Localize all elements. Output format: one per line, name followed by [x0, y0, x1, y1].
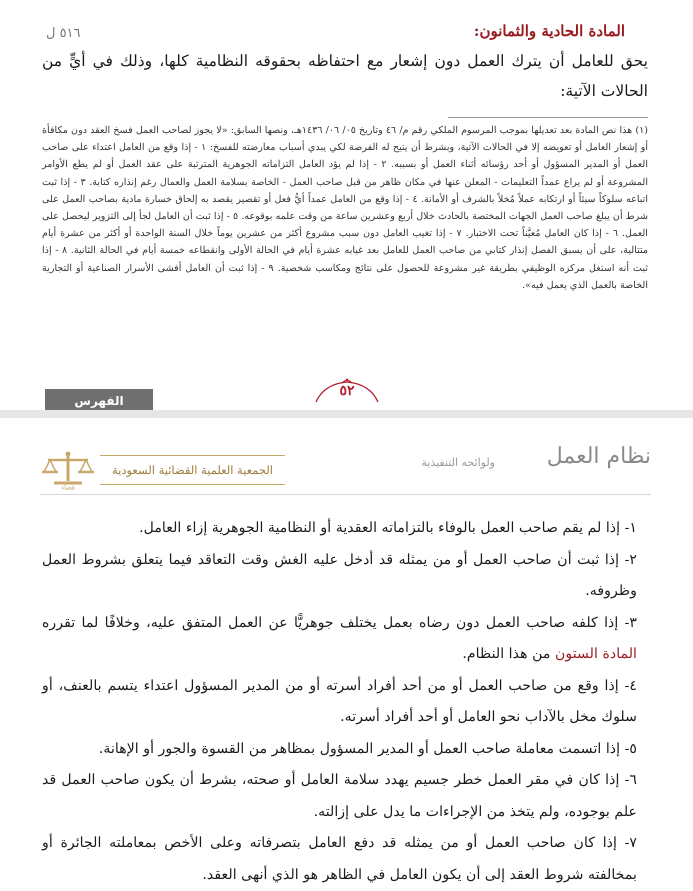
footnote: (١) هذا نص المادة بعد تعديلها بموجب المرسوم الملكي رقم م/ ٤٦ وتاريخ ٠٥/ ٠٦/ ١٤٣٦هـ، ونصها السابق: «لا يجوز لصاحب العمل فسخ العقد دون مكافأة أو إشعار العامل أو تعويضه إلا في الحالات الآتية، وبشرط أن يتيح له الفرصة لكي يبدي أسباب معارضته للفسخ: ١ - إذا وقع من العامل اعتداء على صاحب العمل أو المدير المسؤول أو أحد رؤسائه أثناء العمل أو بسببه. ٢ - إذا لم يؤد العامل التزاماته الجوهرية المترتبة على عقد العمل أو لم يطع الأوامر المشروعة أو لم يراع عمداً التعليمات - المعلن عنها في مكان ظاهر من قبل صاحب العمل - الخاصة بسلامة العمل والعمال رغم إنذاره كتابة. ٣ - إذا ثبت اتباعه سلوكاً سيئاً أو ارتكابه عملاً مُخلاً بالشرف أو الأمانة. ٤ - إذا وقع من العامل عمداً أيُّ فعل أو تقصير يقصد به إلحاق خسارة مادية بصاحب العمل على شرط أن يبلغ صاحب العمل الجهات المختصة بالحادث خلال أربع وعشرين ساعة من وقت علمه بوقوعه. ٥ - إذا ثبت أن العامل لجأ إلى التزوير ليحصل على العمل. ٦ - إذا كان العامل مُعيَّناً تحت الاختبار. ٧ - إذا تغيب العامل دون سبب مشروع أكثر من عشرين يوماً خلال السنة الواحدة أو أكثر من عشرة أيام متتالية، على أن يسبق الفصل إنذار كتابي من صاحب العمل للعامل بعد غيابه عشرة أيام في الحالة الأولى وانقطاعه خمسة أيام في الحالة الثانية. ٨ - إذا ثبت أنه استغل مركزه الوظيفي بطريقة غير مشروعة للحصول على نتائج ومكاسب شخصية. ٩ - إذا ثبت أن العامل أفشى الأسرار الصناعية أو التجارية الخاصة بالعمل الذي يعمل فيه». — [42, 125, 649, 291]
article-sixty-link[interactable]: المادة الستون — [554, 646, 637, 662]
index-button[interactable]: الفهرس — [45, 389, 153, 413]
list-item-5: ٥- إذا اتسمت معاملة صاحب العمل أو المدير المسؤول بمظاهر من القسوة والجور أو الإهانة. — [98, 740, 637, 757]
list-item-3-before: ٣- إذا كلفه صاحب العمل دون رضاه بعمل يختلف جوهريًّا عن العمل المتفق عليه، وخلافًا لما تقرره — [42, 614, 637, 631]
upper-page — [0, 0, 693, 410]
page-ref: ٥١٦ ل — [46, 26, 81, 41]
list-item-6: ٦- إذا كان في مقر العمل خطر جسيم يهدد سلامة العامل أو صحته، بشرط أن يكون صاحب العمل قد علم بوجوده، ولم يتخذ من الإجراءات ما يدل على إزالته. — [42, 772, 637, 820]
list-item-3-after: من هذا النظام. — [462, 646, 555, 662]
page-number-text: ٥٢ — [339, 383, 355, 399]
list-item-1: ١- إذا لم يقم صاحب العمل بالوفاء بالتزاماته العقدية أو النظامية الجوهرية إزاء العامل. — [139, 520, 637, 536]
list-item-7: ٧- إذا كان صاحب العمل أو من يمثله قد دفع العامل بتصرفاته وعلى الأخص بمعاملته الجائرة أو بمخالفته شروط العقد إلى أن يكون العامل في الظاهر هو الذي أنهى العقد. — [42, 835, 637, 883]
page-separator — [0, 410, 693, 418]
scales-logo-icon — [40, 450, 96, 490]
list-item-3 — [42, 608, 637, 671]
header-divider — [40, 494, 651, 495]
book-title: نظام العمل — [546, 444, 651, 469]
footnote-divider — [448, 117, 648, 118]
list-item-2: ٢- إذا ثبت أن صاحب العمل أو من يمثله قد أدخل عليه الغش وقت التعاقد فيما يتعلق بشروط العمل وظروفه. — [42, 551, 637, 599]
logo-caption: قضاء — [61, 483, 75, 490]
association-name: الجمعية العلمية القضائية السعودية — [100, 455, 285, 485]
page-number — [312, 378, 382, 404]
article-text: يحق للعامل أن يترك العمل دون إشعار مع احتفاظه بحقوقه النظامية كلها، وذلك في أيٍّ من الحالات الآتية: — [42, 52, 648, 100]
list-item-4: ٤- إذا وقع من صاحب العمل أو من أحد أفراد أسرته أو من المدير المسؤول اعتداء يتسم بالعنف، أو سلوك مخل بالآداب نحو العامل أو أحد أفراد أسرته. — [42, 677, 637, 725]
article-title: المادة الحادية والثمانون: — [473, 22, 625, 40]
conditions-list — [42, 513, 637, 891]
book-subtitle: ولوائحه التنفيذية — [421, 456, 495, 469]
